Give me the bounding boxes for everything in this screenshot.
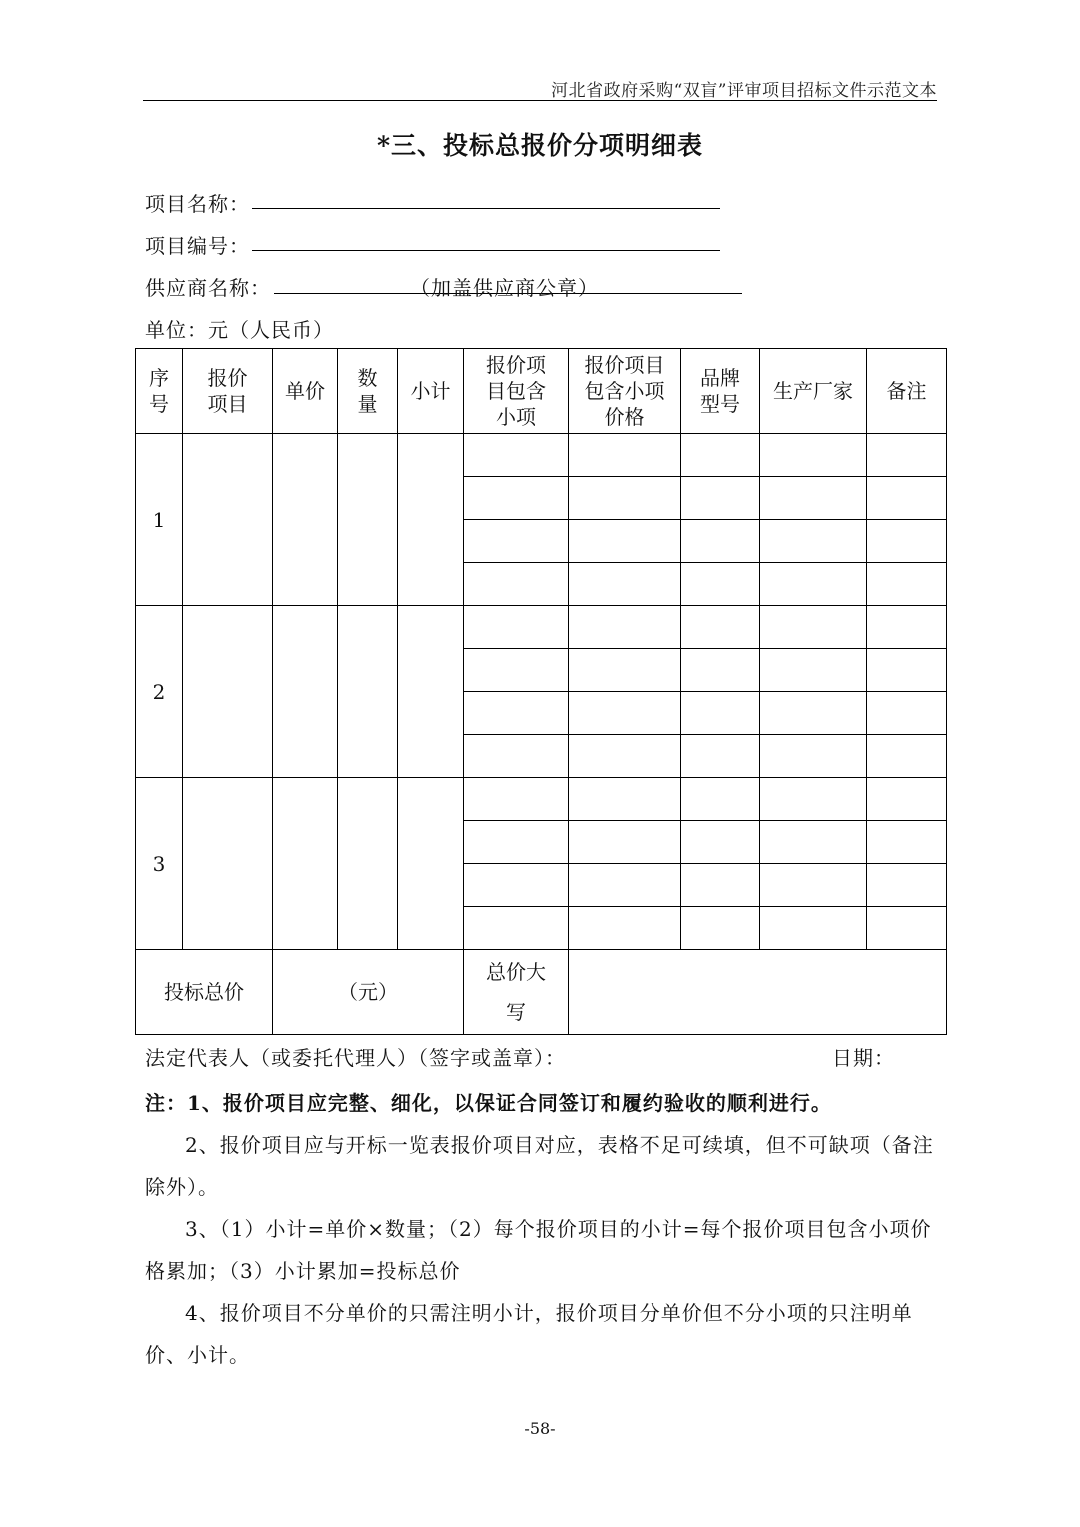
cell-remarks[interactable]: [867, 606, 947, 649]
cell-remarks[interactable]: [867, 520, 947, 563]
cell-brand[interactable]: [681, 563, 760, 606]
note-3: 3、（1）小计=单价×数量；（2）每个报价项目的小计=每个报价项目包含小项价格累加；（3）小计累加=投标总价: [145, 1217, 932, 1283]
cell-subitem[interactable]: [464, 477, 569, 520]
project-name-line[interactable]: [252, 208, 720, 209]
cell-item[interactable]: [183, 434, 273, 606]
cell-remarks[interactable]: [867, 778, 947, 821]
note-2: 2、报价项目应与开标一览表报价项目对应，表格不足可续填，但不可缺项（备注除外）。: [145, 1133, 934, 1199]
cell-subitem[interactable]: [464, 907, 569, 950]
total-amount-cell[interactable]: （元）: [273, 950, 464, 1035]
header-item: 报价 项目: [183, 349, 273, 434]
cell-brand[interactable]: [681, 735, 760, 778]
header-subitems: 报价项 目包含 小项: [464, 349, 569, 434]
cell-subtotal[interactable]: [398, 606, 464, 778]
cell-brand[interactable]: [681, 907, 760, 950]
header-unit-price: 单价: [273, 349, 338, 434]
cell-manufacturer[interactable]: [760, 477, 867, 520]
cell-subitem[interactable]: [464, 520, 569, 563]
cell-remarks[interactable]: [867, 649, 947, 692]
cell-manufacturer[interactable]: [760, 735, 867, 778]
table-row: [136, 778, 947, 821]
total-uppercase-label: 总价大 写: [464, 950, 569, 1035]
cell-subitem-price[interactable]: [569, 692, 681, 735]
cell-manufacturer[interactable]: [760, 520, 867, 563]
cell-subitem[interactable]: [464, 606, 569, 649]
cell-manufacturer[interactable]: [760, 821, 867, 864]
cell-subitem[interactable]: [464, 434, 569, 477]
total-uppercase-cell[interactable]: [569, 950, 947, 1035]
header-remarks: 备注: [867, 349, 947, 434]
table-header-row: [136, 349, 947, 434]
cell-manufacturer[interactable]: [760, 434, 867, 477]
cell-subitem-price[interactable]: [569, 520, 681, 563]
project-no-line[interactable]: [252, 250, 720, 251]
cell-subtotal[interactable]: [398, 778, 464, 950]
cell-remarks[interactable]: [867, 477, 947, 520]
cell-subitem-price[interactable]: [569, 735, 681, 778]
cell-remarks[interactable]: [867, 735, 947, 778]
date-label: 日期：: [832, 1046, 895, 1070]
supplier-stamp-hint: （加盖供应商公章）: [410, 276, 599, 300]
table-row: [136, 434, 947, 477]
header-quantity: 数 量: [338, 349, 398, 434]
cell-subitem[interactable]: [464, 735, 569, 778]
table-row: [136, 606, 947, 649]
supplier-label: 供应商名称：: [145, 276, 271, 300]
cell-subitem-price[interactable]: [569, 907, 681, 950]
cell-subitem-price[interactable]: [569, 606, 681, 649]
row-number: 3: [136, 778, 183, 950]
cell-manufacturer[interactable]: [760, 649, 867, 692]
cell-remarks[interactable]: [867, 434, 947, 477]
total-label: 投标总价: [136, 950, 273, 1035]
page-title: *三、投标总报价分项明细表: [376, 131, 704, 160]
header-rule: [143, 100, 937, 101]
cell-remarks[interactable]: [867, 864, 947, 907]
cell-subitem-price[interactable]: [569, 477, 681, 520]
note-4: 4、报价项目不分单价的只需注明小计，报价项目分单价但不分小项的只注明单价、小计。: [145, 1301, 913, 1367]
cell-brand[interactable]: [681, 649, 760, 692]
cell-brand[interactable]: [681, 864, 760, 907]
header-subitem-price: 报价项目 包含小项 价格: [569, 349, 681, 434]
row-number: 1: [136, 434, 183, 606]
cell-subitem-price[interactable]: [569, 821, 681, 864]
header-brand-model: 品牌 型号: [681, 349, 760, 434]
cell-subitem[interactable]: [464, 692, 569, 735]
cell-subitem[interactable]: [464, 864, 569, 907]
cell-subitem-price[interactable]: [569, 434, 681, 477]
row-number: 2: [136, 606, 183, 778]
cell-manufacturer[interactable]: [760, 907, 867, 950]
cell-subitem[interactable]: [464, 778, 569, 821]
page-number: -58-: [524, 1419, 556, 1438]
cell-manufacturer[interactable]: [760, 864, 867, 907]
cell-item[interactable]: [183, 778, 273, 950]
header-seq: 序 号: [136, 349, 183, 434]
cell-subitem-price[interactable]: [569, 649, 681, 692]
unit-label: 单位：元（人民币）: [145, 318, 334, 342]
note-1: 注：1、报价项目应完整、细化，以保证合同签订和履约验收的顺利进行。: [145, 1091, 832, 1115]
cell-remarks[interactable]: [867, 692, 947, 735]
cell-quantity[interactable]: [338, 606, 398, 778]
cell-brand[interactable]: [681, 477, 760, 520]
cell-brand[interactable]: [681, 434, 760, 477]
cell-subitem-price[interactable]: [569, 864, 681, 907]
cell-unit-price[interactable]: [273, 606, 338, 778]
cell-brand[interactable]: [681, 821, 760, 864]
cell-quantity[interactable]: [338, 778, 398, 950]
project-name-label: 项目名称：: [145, 192, 250, 216]
cell-quantity[interactable]: [338, 434, 398, 606]
price-breakdown-table: [135, 348, 947, 1035]
cell-manufacturer[interactable]: [760, 778, 867, 821]
cell-item[interactable]: [183, 606, 273, 778]
cell-remarks[interactable]: [867, 821, 947, 864]
running-header: 河北省政府采购“双盲”评审项目招标文件示范文本: [551, 81, 937, 101]
cell-manufacturer[interactable]: [760, 563, 867, 606]
cell-manufacturer[interactable]: [760, 692, 867, 735]
cell-brand[interactable]: [681, 692, 760, 735]
cell-subitem-price[interactable]: [569, 563, 681, 606]
header-manufacturer: 生产厂家: [760, 349, 867, 434]
header-subtotal: 小计: [398, 349, 464, 434]
cell-subitem-price[interactable]: [569, 778, 681, 821]
cell-subitem[interactable]: [464, 563, 569, 606]
cell-remarks[interactable]: [867, 907, 947, 950]
cell-subitem[interactable]: [464, 649, 569, 692]
cell-brand[interactable]: [681, 778, 760, 821]
cell-brand[interactable]: [681, 606, 760, 649]
cell-unit-price[interactable]: [273, 778, 338, 950]
cell-unit-price[interactable]: [273, 434, 338, 606]
total-row: [136, 950, 947, 1035]
representative-signature-label: 法定代表人（或委托代理人）（签字或盖章）：: [145, 1046, 566, 1070]
project-no-label: 项目编号：: [145, 234, 250, 258]
cell-brand[interactable]: [681, 520, 760, 563]
cell-subtotal[interactable]: [398, 434, 464, 606]
cell-subitem[interactable]: [464, 821, 569, 864]
cell-manufacturer[interactable]: [760, 606, 867, 649]
cell-remarks[interactable]: [867, 563, 947, 606]
